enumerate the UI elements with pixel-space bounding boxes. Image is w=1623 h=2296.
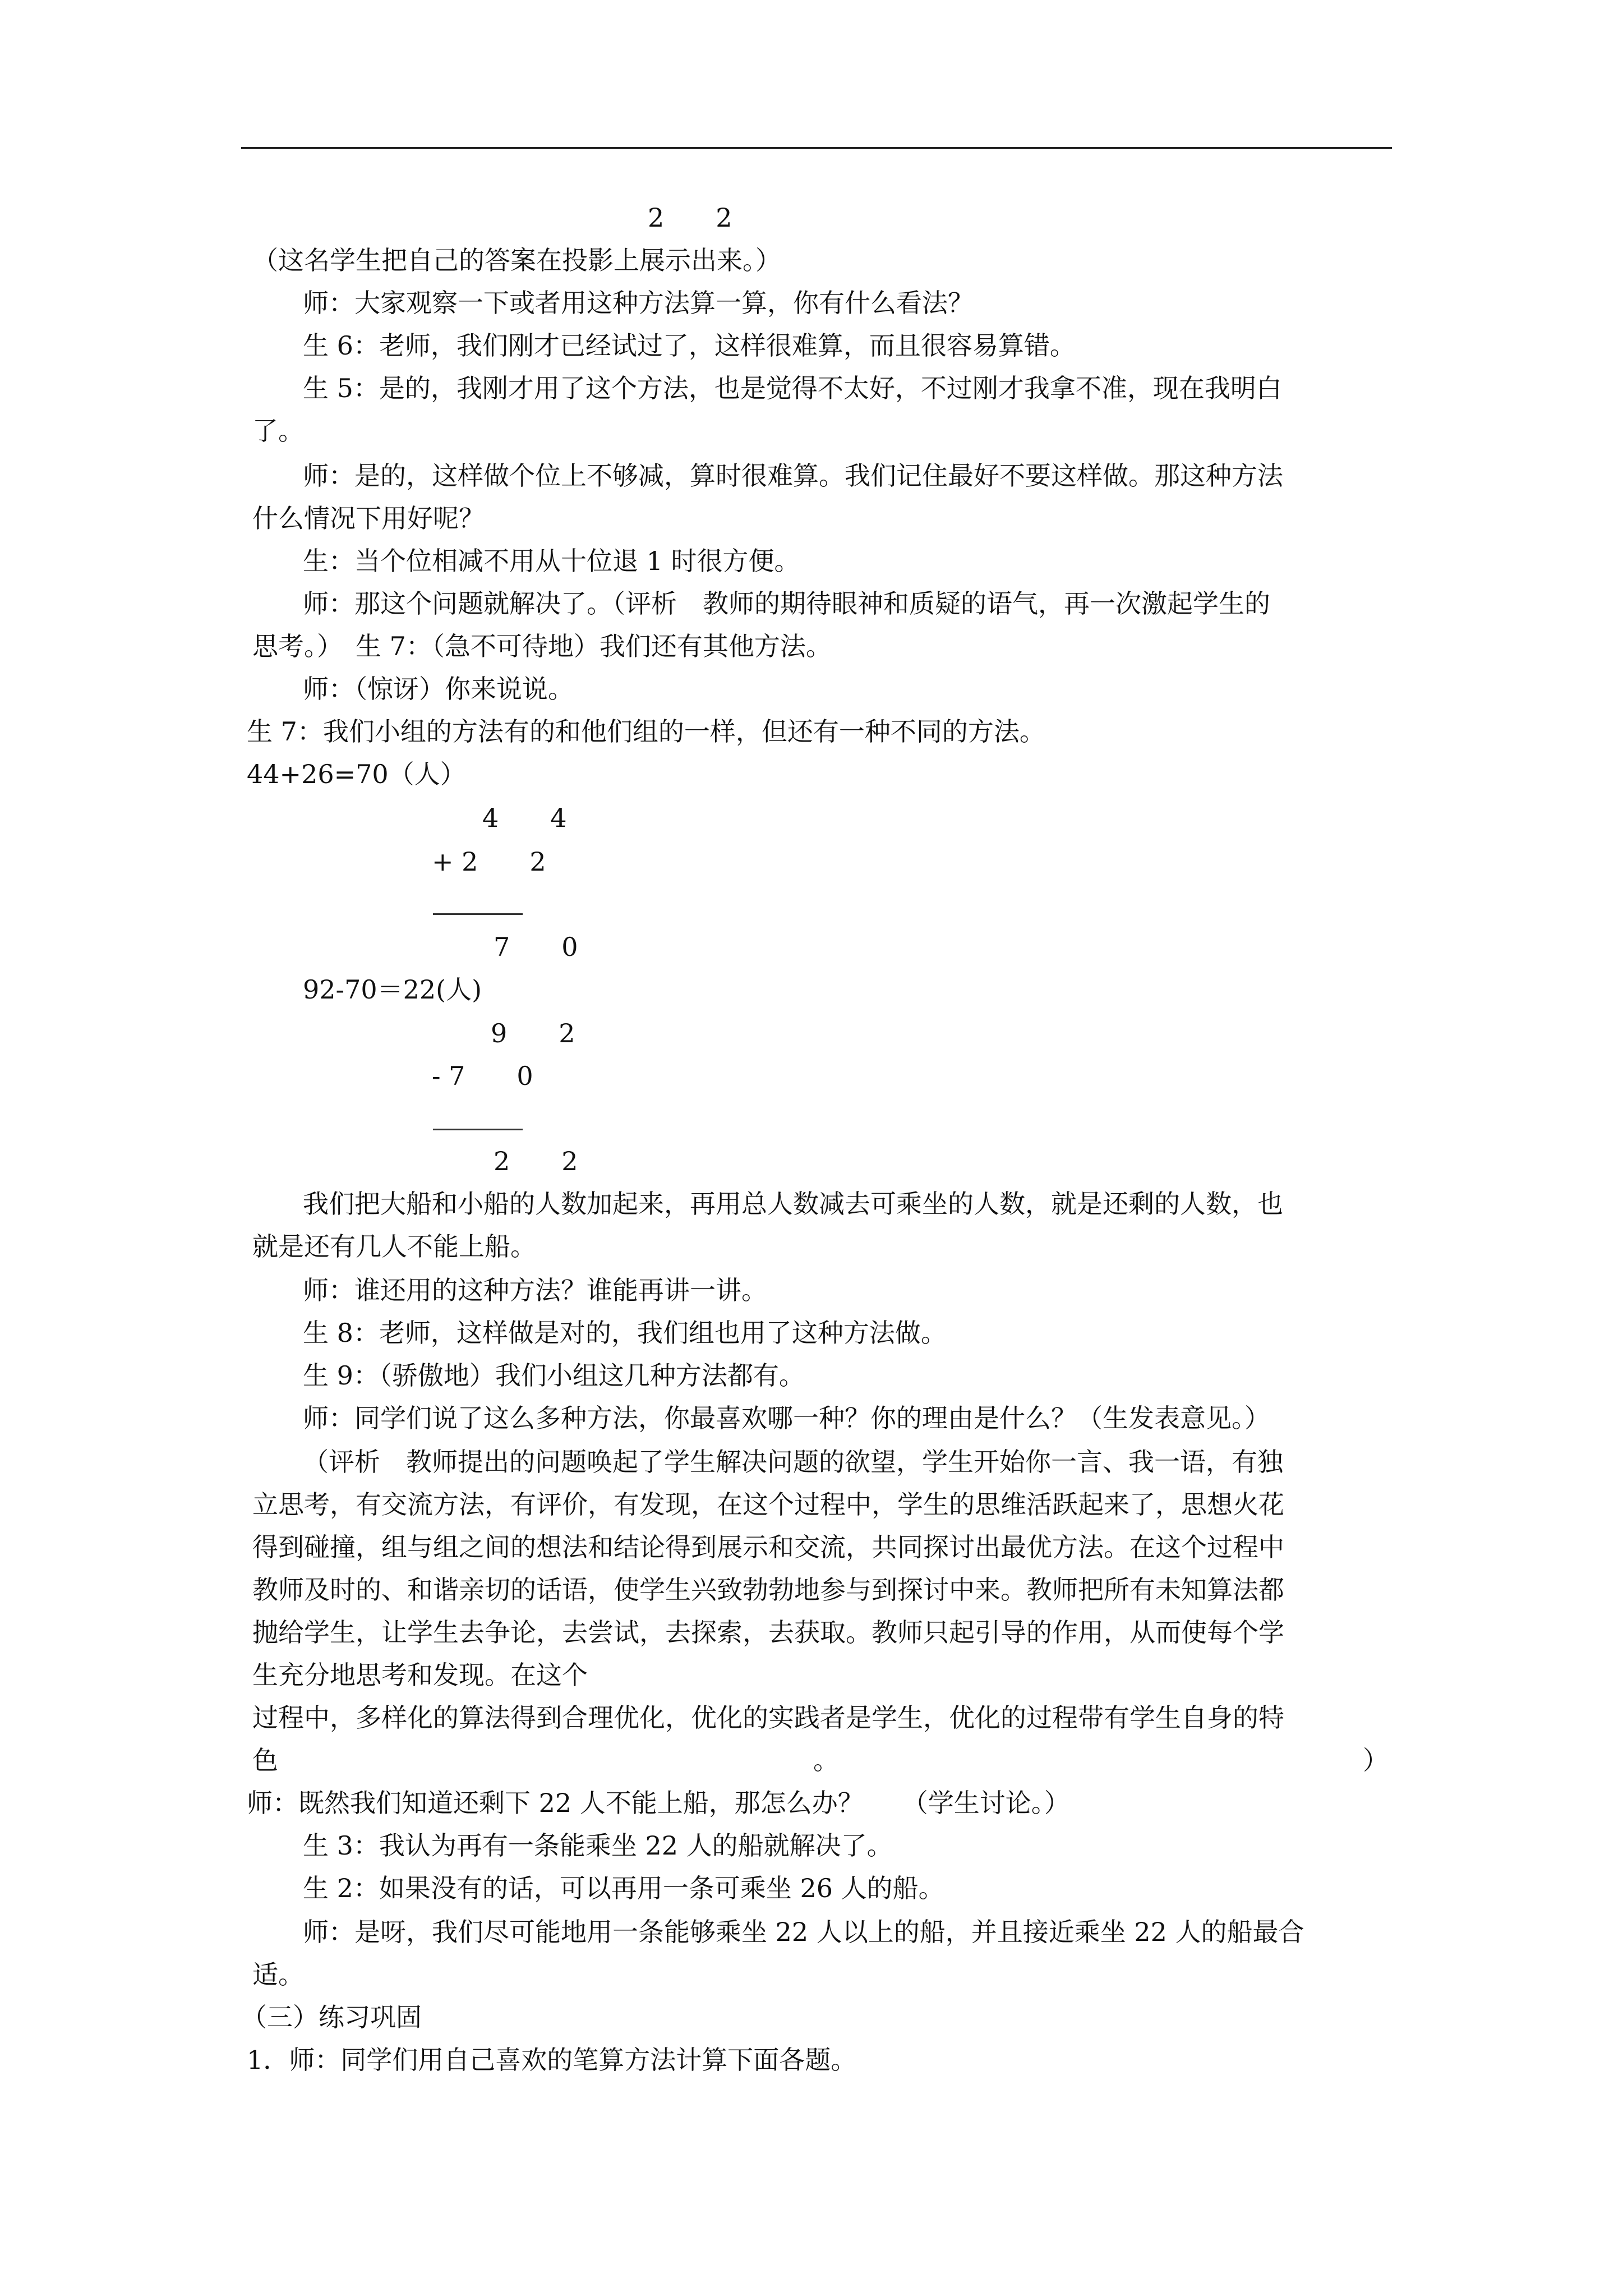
commentary-line: 色 [252, 1745, 278, 1775]
subtraction-top: 9 2 [491, 1018, 575, 1048]
header-rule [241, 147, 1392, 149]
text-line: 生 2：如果没有的话，可以再用一条可乘坐 26 人的船。 [303, 1873, 944, 1903]
text-line: 师：同学们说了这么多种方法，你最喜欢哪一种？你的理由是什么？（生发表意见。） [303, 1403, 1270, 1433]
section-heading: （三）练习巩固 [241, 2002, 422, 2032]
addition-line [433, 913, 523, 915]
commentary-line: 教师及时的、和谐亲切的话语，使学生兴致勃勃地参与到探讨中来。教师把所有未知算法都 [252, 1575, 1284, 1605]
commentary-line: 过程中，多样化的算法得到合理优化，优化的实践者是学生，优化的过程带有学生自身的特 [252, 1703, 1284, 1733]
commentary-line: 得到碰撞，组与组之间的想法和结论得到展示和交流，共同探讨出最优方法。在这个过程中 [252, 1532, 1284, 1562]
commentary-close-paren: ） [1363, 1745, 1389, 1775]
subtraction-line [433, 1129, 523, 1130]
text-line: 生 5：是的，我刚才用了这个方法，也是觉得不太好，不过刚才我拿不准，现在我明白 [303, 373, 1282, 403]
commentary-line: （评析 教师提出的问题唤起了学生解决问题的欲望，学生开始你一言、我一语，有独 [303, 1447, 1283, 1477]
addition-result: 7 0 [494, 932, 578, 962]
text-line: 我们把大船和小船的人数加起来，再用总人数减去可乘坐的人数，就是还剩的人数，也 [303, 1189, 1283, 1219]
text-line: 师：（惊讶）你来说说。 [303, 674, 574, 704]
commentary-line: 抛给学生，让学生去争论，去尝试，去探索，去获取。教师只起引导的作用，从而使每个学 [252, 1617, 1284, 1648]
text-line: 生：当个位相减不用从十位退 1 时很方便。 [303, 546, 800, 576]
text-line: 思考。） 生 7：（急不可待地）我们还有其他方法。 [252, 631, 832, 661]
text-line: 师：是的，这样做个位上不够减，算时很难算。我们记住最好不要这样做。那这种方法 [303, 461, 1283, 491]
text-line: 生 7：我们小组的方法有的和他们组的一样，但还有一种不同的方法。 [247, 716, 1045, 747]
equation: 44+26=70（人） [247, 759, 466, 789]
commentary-line: 生充分地思考和发现。在这个 [252, 1660, 588, 1690]
text-line: 生 6：老师，我们刚才已经试过了，这样很难算，而且很容易算错。 [303, 330, 1076, 361]
text-line: 了。 [252, 416, 304, 446]
subtraction-middle: - 7 0 [432, 1061, 533, 1091]
text-line: （这名学生把自己的答案在投影上展示出来。） [252, 245, 781, 275]
text-line: 师：谁还用的这种方法？谁能再讲一讲。 [303, 1275, 767, 1305]
commentary-period: 。 [813, 1745, 839, 1775]
text-line: 师：既然我们知道还剩下 22 人不能上船，那怎么办？ （学生讨论。） [247, 1788, 1070, 1818]
exercise-line: 1．师：同学们用自己喜欢的笔算方法计算下面各题。 [247, 2045, 857, 2075]
equation: 92-70＝22(人) [303, 974, 482, 1005]
text-line: 什么情况下用好呢？ [252, 503, 485, 533]
addition-top: 4 4 [482, 803, 567, 833]
top-result-digits: 2 2 [648, 203, 732, 233]
text-line: 适。 [252, 1959, 304, 1990]
text-line: 生 8：老师，这样做是对的，我们组也用了这种方法做。 [303, 1318, 947, 1348]
commentary-line: 立思考，有交流方法，有评价，有发现，在这个过程中，学生的思维活跃起来了，思想火花 [252, 1489, 1284, 1520]
addition-middle: + 2 2 [432, 846, 546, 877]
text-line: 师：是呀，我们尽可能地用一条能够乘坐 22 人以上的船，并且接近乘坐 22 人的船最合 [303, 1917, 1304, 1947]
text-line: 生 9：（骄傲地）我们小组这几种方法都有。 [303, 1360, 805, 1391]
text-line: 就是还有几人不能上船。 [252, 1231, 536, 1262]
text-line: 师：大家观察一下或者用这种方法算一算，你有什么看法？ [303, 288, 974, 318]
subtraction-result: 2 2 [494, 1146, 578, 1176]
text-line: 师：那这个问题就解决了。（评析 教师的期待眼神和质疑的语气，再一次激起学生的 [303, 588, 1270, 619]
text-line: 生 3：我认为再有一条能乘坐 22 人的船就解决了。 [303, 1830, 893, 1861]
